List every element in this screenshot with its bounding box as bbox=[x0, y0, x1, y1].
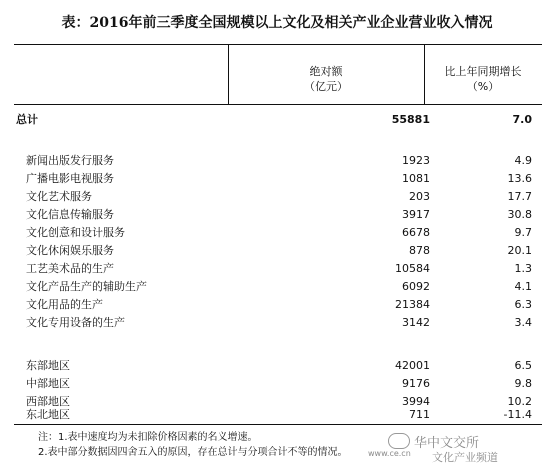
row-value: 6678 bbox=[402, 226, 430, 239]
table-row bbox=[14, 406, 542, 424]
row-growth: 4.1 bbox=[514, 280, 532, 293]
watermark-url: www.ce.cn bbox=[368, 449, 411, 458]
row-value: 6092 bbox=[402, 280, 430, 293]
wechat-icon bbox=[388, 433, 410, 449]
row-label: 文化创意和设计服务 bbox=[26, 226, 125, 239]
row-growth: 10.2 bbox=[507, 395, 532, 408]
row-growth: -11.4 bbox=[503, 408, 532, 421]
row-label: 文化产品生产的辅助生产 bbox=[26, 280, 147, 293]
row-growth: 9.7 bbox=[514, 226, 532, 239]
row-value: 878 bbox=[409, 244, 430, 257]
row-growth: 4.9 bbox=[514, 154, 532, 167]
row-label: 东部地区 bbox=[26, 359, 70, 372]
row-label: 西部地区 bbox=[26, 395, 70, 408]
table-bottom-rule bbox=[14, 424, 542, 425]
row-growth: 9.8 bbox=[514, 377, 532, 390]
row-label: 中部地区 bbox=[26, 377, 70, 390]
row-label: 总计 bbox=[16, 113, 38, 126]
header-bottom-rule bbox=[14, 104, 542, 105]
row-label: 广播电影电视服务 bbox=[26, 172, 114, 185]
header-growth bbox=[424, 64, 542, 94]
row-label: 文化艺术服务 bbox=[26, 190, 92, 203]
note-2: 2.表中部分数据因四舍五入的原因，存在总计与分项合计不等的情况。 bbox=[38, 447, 348, 458]
row-label: 文化用品的生产 bbox=[26, 298, 103, 311]
watermark-line2: 文化产业频道 bbox=[432, 451, 498, 464]
table-row bbox=[14, 314, 542, 332]
table-row bbox=[14, 206, 542, 224]
row-value: 203 bbox=[409, 190, 430, 203]
row-label: 文化信息传输服务 bbox=[26, 208, 114, 221]
table-row bbox=[14, 188, 542, 206]
row-value: 3994 bbox=[402, 395, 430, 408]
table-row bbox=[14, 278, 542, 296]
row-value: 711 bbox=[409, 408, 430, 421]
table-row bbox=[14, 260, 542, 278]
row-label: 新闻出版发行服务 bbox=[26, 154, 114, 167]
table-row bbox=[14, 170, 542, 188]
table-top-rule bbox=[14, 44, 542, 45]
row-value: 55881 bbox=[391, 113, 430, 126]
table-row bbox=[14, 242, 542, 260]
header-absolute-value-label: 绝对额 bbox=[309, 65, 343, 78]
table-row bbox=[14, 375, 542, 393]
table-row-total bbox=[14, 111, 542, 129]
row-growth: 17.7 bbox=[507, 190, 532, 203]
watermark-line1: 华中文交所 bbox=[414, 436, 480, 451]
row-value: 42001 bbox=[395, 359, 430, 372]
row-value: 1923 bbox=[402, 154, 430, 167]
row-growth: 7.0 bbox=[512, 113, 532, 126]
header-growth-unit: （%） bbox=[466, 80, 500, 93]
row-value: 21384 bbox=[395, 298, 430, 311]
row-growth: 30.8 bbox=[507, 208, 532, 221]
row-value: 10584 bbox=[395, 262, 430, 275]
header-absolute-value bbox=[228, 64, 424, 94]
table-row bbox=[14, 357, 542, 375]
row-value: 9176 bbox=[402, 377, 430, 390]
table-row bbox=[14, 224, 542, 242]
row-label: 文化休闲娱乐服务 bbox=[26, 244, 114, 257]
row-growth: 6.3 bbox=[514, 298, 532, 311]
row-value: 3142 bbox=[402, 316, 430, 329]
header-growth-label: 比上年同期增长 bbox=[444, 65, 522, 78]
row-label: 东北地区 bbox=[26, 408, 70, 421]
note-1: 注：1.表中速度均为未扣除价格因素的名义增速。 bbox=[38, 432, 258, 443]
row-label: 文化专用设备的生产 bbox=[26, 316, 125, 329]
row-value: 1081 bbox=[402, 172, 430, 185]
table-notes bbox=[38, 430, 348, 460]
row-growth: 3.4 bbox=[514, 316, 532, 329]
header-absolute-value-unit: （亿元） bbox=[304, 80, 348, 93]
row-growth: 13.6 bbox=[507, 172, 532, 185]
row-growth: 1.3 bbox=[514, 262, 532, 275]
table-row bbox=[14, 152, 542, 170]
row-growth: 20.1 bbox=[507, 244, 532, 257]
table-row bbox=[14, 296, 542, 314]
row-growth: 6.5 bbox=[514, 359, 532, 372]
row-value: 3917 bbox=[402, 208, 430, 221]
row-label: 工艺美术品的生产 bbox=[26, 262, 114, 275]
table-title: 表：2016年前三季度全国规模以上文化及相关产业企业营业收入情况 bbox=[61, 15, 493, 31]
